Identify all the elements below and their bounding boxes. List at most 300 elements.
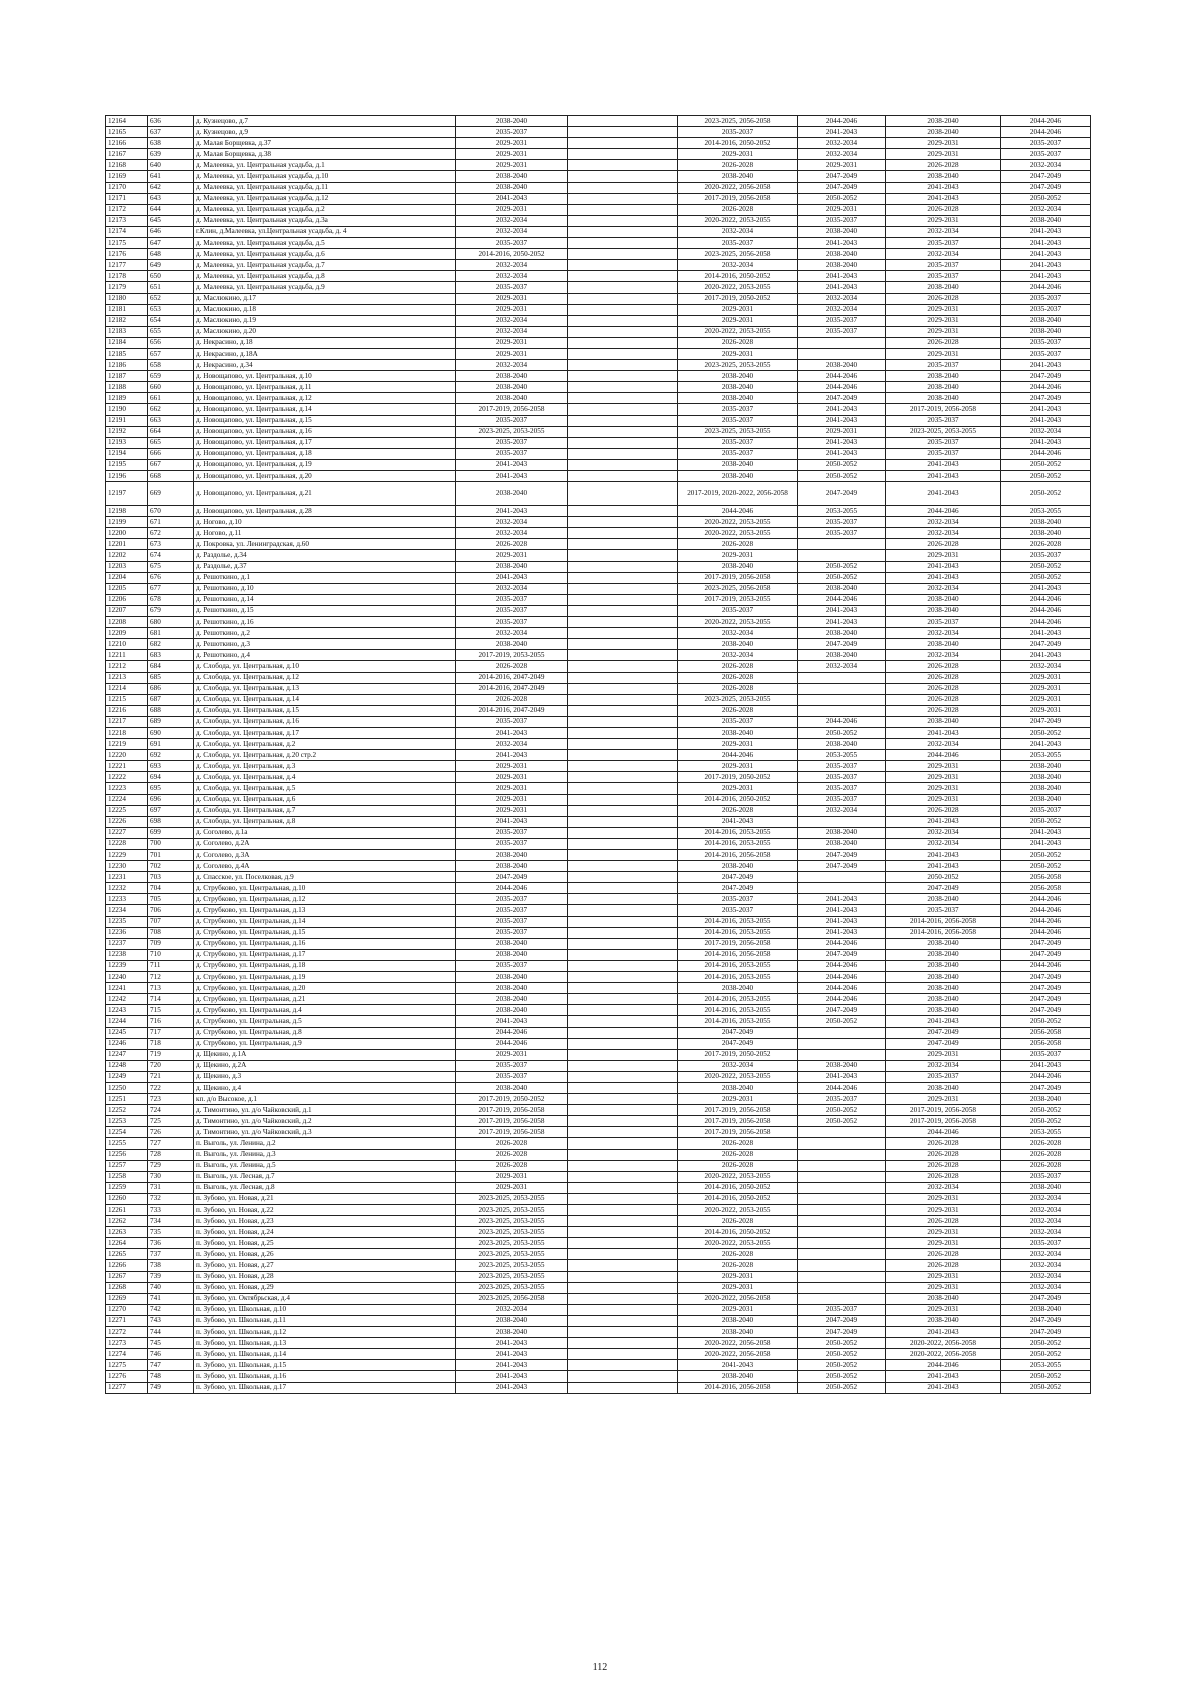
period-cell-5: 2041-2043 [886,861,1001,872]
period-cell-3: 2038-2040 [678,371,798,382]
row-number-cell: 12229 [106,850,148,861]
address-cell: д. Малеевка, ул. Центральная усадьба, д.6 [194,249,456,260]
period-cell-6: 2056-2058 [1001,1038,1091,1049]
period-cell-5: 2038-2040 [886,282,1001,293]
period-cell-2 [568,1005,678,1016]
address-cell: д. Щекино, д.2А [194,1060,456,1071]
table-row [106,1193,1091,1204]
table-row [106,149,1091,160]
row-number-cell: 12221 [106,761,148,772]
item-number-cell: 645 [148,215,194,226]
period-cell-6: 2047-2049 [1001,1082,1091,1093]
table-row [106,116,1091,127]
table-row [106,1160,1091,1171]
period-cell-3: 2023-2025, 2053-2055 [678,694,798,705]
address-cell: д. Соголево, д.1а [194,827,456,838]
period-cell-1: 2041-2043 [456,816,568,827]
period-cell-6: 2050-2052 [1001,193,1091,204]
period-cell-3: 2020-2022, 2056-2058 [678,182,798,193]
address-cell: д. Малеевка, ул. Центральная усадьба, д.2 [194,204,456,215]
period-cell-6: 2050-2052 [1001,1371,1091,1382]
address-cell: п. Зубово, ул. Школьная, д.14 [194,1349,456,1360]
period-cell-6: 2044-2046 [1001,960,1091,971]
period-cell-2 [568,282,678,293]
address-cell: п. Зубово, ул. Школьная, д.16 [194,1371,456,1382]
address-cell: п. Зубово, ул. Школьная, д.12 [194,1327,456,1338]
period-cell-2 [568,583,678,594]
period-cell-1: 2041-2043 [456,1016,568,1027]
item-number-cell: 660 [148,382,194,393]
period-cell-6: 2041-2043 [1001,739,1091,750]
row-number-cell: 12261 [106,1205,148,1216]
period-cell-3: 2026-2028 [678,1149,798,1160]
period-cell-3: 2026-2028 [678,204,798,215]
row-number-cell: 12257 [106,1160,148,1171]
period-cell-3: 2020-2022, 2056-2058 [678,1338,798,1349]
period-cell-4: 2041-2043 [798,894,886,905]
period-cell-5: 2032-2034 [886,628,1001,639]
period-cell-2 [568,506,678,517]
period-cell-4: 2044-2046 [798,382,886,393]
period-cell-2 [568,1238,678,1249]
table-row [106,838,1091,849]
period-cell-2 [568,716,678,727]
period-cell-4: 2032-2034 [798,138,886,149]
item-number-cell: 637 [148,127,194,138]
period-cell-5: 2032-2034 [886,1182,1001,1193]
period-cell-1: 2029-2031 [456,1049,568,1060]
period-cell-4 [798,1149,886,1160]
period-cell-2 [568,816,678,827]
period-cell-2 [568,1271,678,1282]
period-cell-6: 2032-2034 [1001,1260,1091,1271]
period-cell-5: 2032-2034 [886,739,1001,750]
address-cell: д. Струбково, ул. Центральная, д.15 [194,927,456,938]
period-cell-1: 2023-2025, 2053-2055 [456,1282,568,1293]
period-cell-5: 2035-2037 [886,360,1001,371]
row-number-cell: 12248 [106,1060,148,1071]
address-cell: д. Новощапово, ул. Центральная, д.19 [194,459,456,470]
period-cell-1: 2032-2034 [456,315,568,326]
period-cell-1: 2014-2016, 2047-2049 [456,672,568,683]
period-cell-1: 2044-2046 [456,883,568,894]
item-number-cell: 638 [148,138,194,149]
row-number-cell: 12247 [106,1049,148,1060]
period-cell-4: 2035-2037 [798,1304,886,1315]
period-cell-3: 2038-2040 [678,382,798,393]
period-cell-4: 2035-2037 [798,517,886,528]
item-number-cell: 690 [148,727,194,738]
table-row [106,1349,1091,1360]
period-cell-1: 2023-2025, 2053-2055 [456,1249,568,1260]
period-cell-1: 2032-2034 [456,739,568,750]
period-cell-2 [568,1382,678,1393]
address-cell: д. Слобода, ул. Центральная, д.14 [194,694,456,705]
table-row [106,1005,1091,1016]
address-cell: д. Новощапово, ул. Центральная, д.12 [194,393,456,404]
address-cell: д. Струбково, ул. Центральная, д.9 [194,1038,456,1049]
address-cell: д. Слобода, ул. Центральная, д.3 [194,761,456,772]
period-cell-6: 2035-2037 [1001,1049,1091,1060]
row-number-cell: 12176 [106,249,148,260]
row-number-cell: 12226 [106,816,148,827]
period-cell-2 [568,661,678,672]
address-cell: п. Зубово, ул. Новая, д.26 [194,1249,456,1260]
address-cell: д. Маслюкино, д.20 [194,326,456,337]
period-cell-6: 2044-2046 [1001,905,1091,916]
period-cell-4: 2053-2055 [798,506,886,517]
period-cell-5: 2029-2031 [886,326,1001,337]
period-cell-3: 2038-2040 [678,861,798,872]
period-cell-1: 2029-2031 [456,1182,568,1193]
item-number-cell: 694 [148,772,194,783]
period-cell-4: 2035-2037 [798,315,886,326]
period-cell-5: 2029-2031 [886,138,1001,149]
period-cell-3: 2017-2019, 2056-2058 [678,1116,798,1127]
table-row [106,160,1091,171]
period-cell-4: 2053-2055 [798,750,886,761]
table-row [106,960,1091,971]
row-number-cell: 12242 [106,994,148,1005]
item-number-cell: 641 [148,171,194,182]
item-number-cell: 724 [148,1105,194,1116]
period-cell-6: 2044-2046 [1001,127,1091,138]
row-number-cell: 12218 [106,727,148,738]
period-cell-4 [798,872,886,883]
period-cell-4 [798,683,886,694]
period-cell-5: 2032-2034 [886,583,1001,594]
period-cell-6: 2050-2052 [1001,727,1091,738]
period-cell-4: 2038-2040 [798,249,886,260]
table-row [106,816,1091,827]
period-cell-1: 2026-2028 [456,539,568,550]
item-number-cell: 733 [148,1205,194,1216]
period-cell-3: 2032-2034 [678,650,798,661]
period-cell-5: 2038-2040 [886,393,1001,404]
table-row [106,1038,1091,1049]
row-number-cell: 12164 [106,116,148,127]
period-cell-6: 2041-2043 [1001,838,1091,849]
period-cell-2 [568,1193,678,1204]
period-cell-1: 2023-2025, 2056-2058 [456,1293,568,1304]
table-row [106,1293,1091,1304]
period-cell-1: 2023-2025, 2053-2055 [456,1271,568,1282]
period-cell-5: 2026-2028 [886,661,1001,672]
table-row [106,271,1091,282]
item-number-cell: 668 [148,471,194,482]
address-cell: д. Соголево, д.2А [194,838,456,849]
period-cell-2 [568,1315,678,1326]
period-cell-5: 2041-2043 [886,459,1001,470]
row-number-cell: 12178 [106,271,148,282]
period-cell-1: 2029-2031 [456,794,568,805]
period-cell-4: 2032-2034 [798,149,886,160]
period-cell-2 [568,1138,678,1149]
row-number-cell: 12199 [106,517,148,528]
period-cell-2 [568,204,678,215]
item-number-cell: 730 [148,1171,194,1182]
period-cell-4 [798,816,886,827]
period-cell-2 [568,1293,678,1304]
address-cell: кп. д/о Высокое, д.1 [194,1094,456,1105]
period-cell-2 [568,794,678,805]
period-cell-5: 2038-2040 [886,1005,1001,1016]
row-number-cell: 12232 [106,883,148,894]
item-number-cell: 731 [148,1182,194,1193]
address-cell: д. Кузнецово, д.7 [194,116,456,127]
address-cell: д. Некрасино, д.18 [194,337,456,348]
period-cell-2 [568,1260,678,1271]
period-cell-6: 2044-2046 [1001,116,1091,127]
address-cell: д. Новощапово, ул. Центральная, д.28 [194,506,456,517]
period-cell-6: 2047-2049 [1001,938,1091,949]
period-cell-3: 2020-2022, 2053-2055 [678,282,798,293]
period-cell-3: 2035-2037 [678,404,798,415]
period-cell-6: 2029-2031 [1001,705,1091,716]
period-cell-5: 2038-2040 [886,1293,1001,1304]
period-cell-6: 2050-2052 [1001,861,1091,872]
period-cell-2 [568,293,678,304]
period-cell-5: 2038-2040 [886,949,1001,960]
period-cell-4: 2041-2043 [798,605,886,616]
period-cell-2 [568,1016,678,1027]
period-cell-1: 2041-2043 [456,506,568,517]
item-number-cell: 684 [148,661,194,672]
period-cell-2 [568,805,678,816]
item-number-cell: 711 [148,960,194,971]
period-cell-4: 2038-2040 [798,226,886,237]
row-number-cell: 12231 [106,872,148,883]
address-cell: д. Раздолье, д.37 [194,561,456,572]
period-cell-4 [798,1282,886,1293]
item-number-cell: 681 [148,628,194,639]
period-cell-1: 2035-2037 [456,415,568,426]
period-cell-3: 2020-2022, 2053-2055 [678,1171,798,1182]
period-cell-6: 2035-2037 [1001,138,1091,149]
item-number-cell: 676 [148,572,194,583]
row-number-cell: 12217 [106,716,148,727]
period-cell-3: 2017-2019, 2050-2052 [678,1049,798,1060]
period-cell-5: 2041-2043 [886,193,1001,204]
period-cell-6: 2047-2049 [1001,983,1091,994]
item-number-cell: 729 [148,1160,194,1171]
period-cell-1: 2032-2034 [456,271,568,282]
address-cell: д. Решоткино, д.3 [194,639,456,650]
period-cell-3: 2026-2028 [678,539,798,550]
period-cell-5: 2029-2031 [886,1205,1001,1216]
table-row [106,304,1091,315]
period-cell-6: 2056-2058 [1001,1027,1091,1038]
period-cell-1: 2017-2019, 2056-2058 [456,1127,568,1138]
item-number-cell: 666 [148,448,194,459]
period-cell-2 [568,415,678,426]
row-number-cell: 12235 [106,916,148,927]
period-cell-3: 2020-2022, 2053-2055 [678,1238,798,1249]
item-number-cell: 654 [148,315,194,326]
period-cell-2 [568,215,678,226]
period-cell-2 [568,750,678,761]
period-cell-1: 2041-2043 [456,1360,568,1371]
item-number-cell: 710 [148,949,194,960]
address-cell: п. Выголь, ул. Ленина, д.2 [194,1138,456,1149]
period-cell-1: 2029-2031 [456,293,568,304]
period-cell-6: 2047-2049 [1001,1005,1091,1016]
table-row [106,994,1091,1005]
period-cell-5: 2014-2016, 2056-2058 [886,927,1001,938]
period-cell-2 [568,905,678,916]
period-cell-5: 2029-2031 [886,1282,1001,1293]
period-cell-4: 2032-2034 [798,805,886,816]
period-cell-1: 2047-2049 [456,872,568,883]
period-cell-3: 2035-2037 [678,905,798,916]
period-cell-2 [568,694,678,705]
period-cell-2 [568,249,678,260]
period-cell-3: 2038-2040 [678,459,798,470]
period-cell-1: 2029-2031 [456,805,568,816]
period-cell-1: 2029-2031 [456,204,568,215]
item-number-cell: 643 [148,193,194,204]
row-number-cell: 12200 [106,528,148,539]
period-cell-1: 2038-2040 [456,850,568,861]
period-cell-4: 2038-2040 [798,360,886,371]
table-row [106,894,1091,905]
item-number-cell: 655 [148,326,194,337]
period-cell-4 [798,1182,886,1193]
period-cell-3: 2020-2022, 2053-2055 [678,1071,798,1082]
period-cell-5: 2032-2034 [886,528,1001,539]
period-cell-6: 2041-2043 [1001,238,1091,249]
period-cell-6: 2056-2058 [1001,872,1091,883]
item-number-cell: 747 [148,1360,194,1371]
period-cell-1: 2041-2043 [456,1371,568,1382]
item-number-cell: 716 [148,1016,194,1027]
period-cell-1: 2041-2043 [456,1349,568,1360]
period-cell-2 [568,916,678,927]
period-cell-4: 2044-2046 [798,1082,886,1093]
period-cell-5: 2047-2049 [886,1027,1001,1038]
item-number-cell: 656 [148,337,194,348]
address-cell: п. Зубово, ул. Новая, д.27 [194,1260,456,1271]
row-number-cell: 12258 [106,1171,148,1182]
table-row [106,404,1091,415]
period-cell-1: 2035-2037 [456,437,568,448]
period-cell-2 [568,650,678,661]
period-cell-5: 2032-2034 [886,517,1001,528]
address-cell: г.Клин, д.Малеевка, ул.Центральная усадьба, д. 4 [194,226,456,237]
period-cell-1: 2023-2025, 2053-2055 [456,1216,568,1227]
row-number-cell: 12274 [106,1349,148,1360]
period-cell-5: 2038-2040 [886,594,1001,605]
period-cell-4: 2038-2040 [798,650,886,661]
period-cell-3: 2014-2016, 2053-2055 [678,972,798,983]
period-cell-4: 2050-2052 [798,727,886,738]
period-cell-6: 2041-2043 [1001,226,1091,237]
period-cell-1: 2041-2043 [456,727,568,738]
item-number-cell: 698 [148,816,194,827]
row-number-cell: 12227 [106,827,148,838]
address-cell: п. Выголь, ул. Ленина, д.5 [194,1160,456,1171]
period-cell-3: 2038-2040 [678,1371,798,1382]
period-cell-6: 2035-2037 [1001,149,1091,160]
period-cell-2 [568,393,678,404]
row-number-cell: 12250 [106,1082,148,1093]
period-cell-4: 2029-2031 [798,160,886,171]
table-row [106,127,1091,138]
address-cell: д. Щекино, д.1А [194,1049,456,1060]
row-number-cell: 12165 [106,127,148,138]
period-cell-2 [568,705,678,716]
table-row [106,650,1091,661]
period-cell-6: 2044-2046 [1001,448,1091,459]
period-cell-1: 2035-2037 [456,827,568,838]
period-cell-3: 2014-2016, 2053-2055 [678,927,798,938]
period-cell-6: 2044-2046 [1001,927,1091,938]
period-cell-6: 2044-2046 [1001,594,1091,605]
period-cell-6: 2032-2034 [1001,1216,1091,1227]
period-cell-5: 2038-2040 [886,171,1001,182]
period-cell-5: 2029-2031 [886,215,1001,226]
period-cell-3: 2026-2028 [678,1249,798,1260]
period-cell-5: 2029-2031 [886,348,1001,359]
table-row [106,315,1091,326]
period-cell-5: 2035-2037 [886,617,1001,628]
row-number-cell: 12192 [106,426,148,437]
address-cell: п. Зубово, ул. Новая, д.28 [194,1271,456,1282]
period-cell-6: 2041-2043 [1001,583,1091,594]
period-cell-2 [568,1349,678,1360]
table-row [106,238,1091,249]
period-cell-4: 2041-2043 [798,905,886,916]
table-row [106,393,1091,404]
period-cell-1: 2029-2031 [456,1171,568,1182]
item-number-cell: 742 [148,1304,194,1315]
period-cell-4: 2035-2037 [798,794,886,805]
period-cell-1: 2038-2040 [456,561,568,572]
period-cell-3: 2029-2031 [678,739,798,750]
period-cell-3: 2023-2025, 2056-2058 [678,116,798,127]
period-cell-1: 2032-2034 [456,360,568,371]
row-number-cell: 12269 [106,1293,148,1304]
period-cell-1: 2023-2025, 2053-2055 [456,1238,568,1249]
period-cell-4: 2041-2043 [798,617,886,628]
address-cell: п. Зубово, ул. Октябрьская, д.4 [194,1293,456,1304]
period-cell-2 [568,260,678,271]
table-row [106,1282,1091,1293]
period-cell-6: 2047-2049 [1001,1293,1091,1304]
row-number-cell: 12233 [106,894,148,905]
period-cell-1: 2035-2037 [456,894,568,905]
period-cell-4 [798,1249,886,1260]
period-cell-1: 2038-2040 [456,938,568,949]
period-cell-2 [568,138,678,149]
period-cell-6: 2050-2052 [1001,471,1091,482]
period-cell-6: 2041-2043 [1001,360,1091,371]
period-cell-2 [568,550,678,561]
period-cell-6: 2026-2028 [1001,1138,1091,1149]
row-number-cell: 12212 [106,661,148,672]
address-cell: д. Слобода, ул. Центральная, д.8 [194,816,456,827]
period-cell-5: 2032-2034 [886,249,1001,260]
address-cell: д. Покровка, ул. Ленинградская, д.60 [194,539,456,550]
period-cell-3: 2029-2031 [678,1271,798,1282]
period-cell-6: 2032-2034 [1001,160,1091,171]
item-number-cell: 743 [148,1315,194,1326]
period-cell-1: 2017-2019, 2050-2052 [456,1094,568,1105]
period-cell-6: 2035-2037 [1001,1238,1091,1249]
period-cell-5: 2029-2031 [886,1193,1001,1204]
table-row [106,415,1091,426]
period-cell-4: 2041-2043 [798,437,886,448]
